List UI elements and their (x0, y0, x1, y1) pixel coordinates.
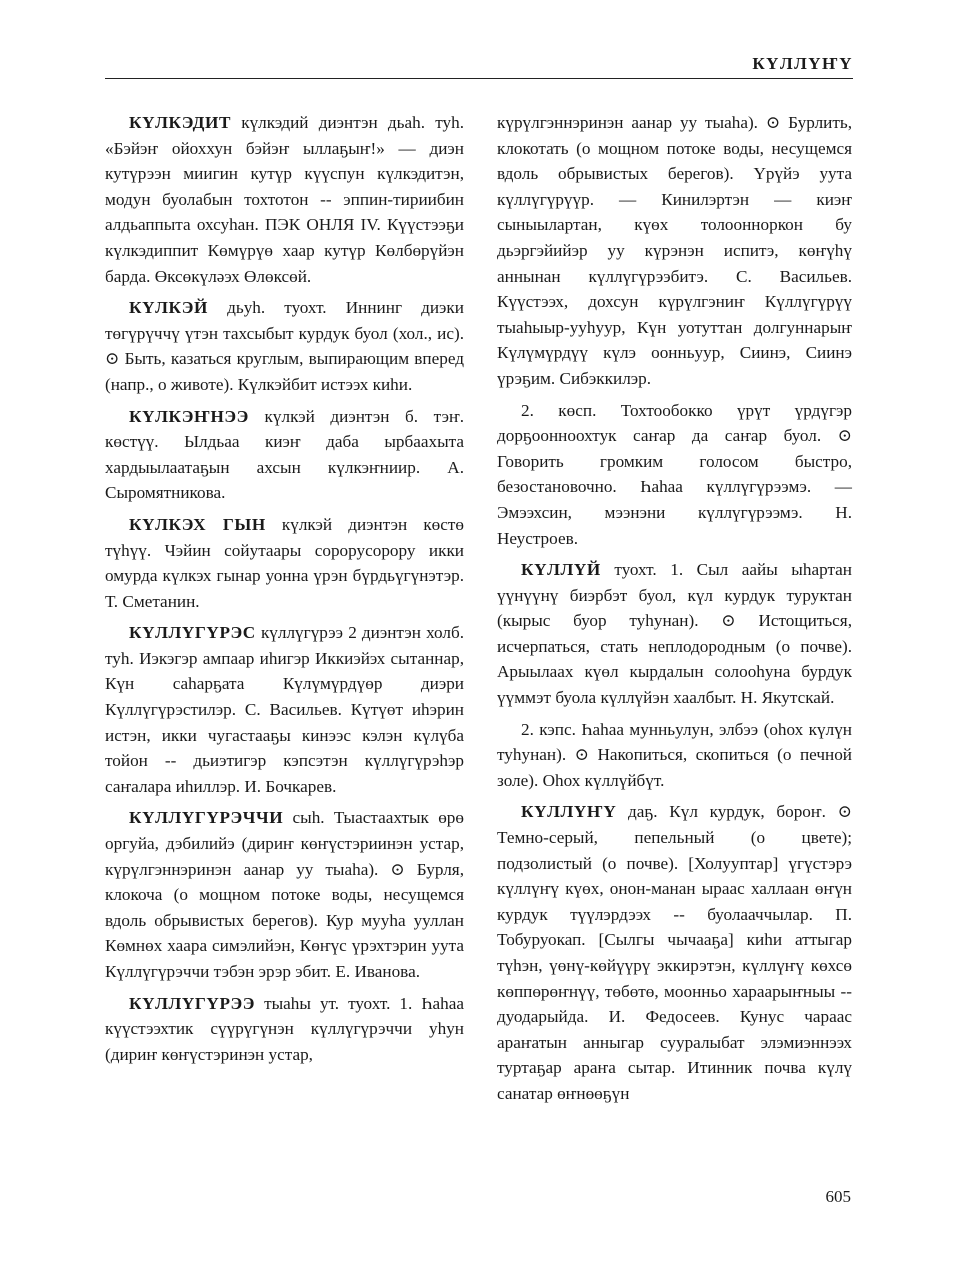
dictionary-entry (105, 620, 464, 799)
entry-text: сыһ. Тыастаахтык өрө оргуйа, дэбилийэ (дириҥ көҥүстэриинэн устар, күрүлгэннэринэн аанар уу тыаһа). ⊙ Бурля, клокоча (о мощном потоке воды, несущемся вдоль обрывистых берегов). Кур мууһа ууллан Көмнөх хаара симэлийэн, Көҥүс үрэхтэрин уута Күллүгүрэччи тэбэн эрэр эбит. Е. Иванова. (105, 808, 464, 981)
dictionary-entry (105, 805, 464, 984)
entry-headword: КҮЛКЭҤНЭЭ (129, 406, 249, 426)
dictionary-entry-continued (497, 110, 852, 392)
running-head (105, 50, 853, 79)
entry-text: күлкэдий диэнтэн дьаһ. туһ. «Бэйэҥ ойоххун бэйэҥ ыллаҕыҥ!» — диэн кутүрээн миигин кутүр күүспун күлкэдитэн, модун буолабын тохтотон -- эппин-тириибин алдьаппыта охсуһан. ПЭК ОНЛЯ IV. Күүстээҕи күлкэдиппит Көмүрүө хаар кутүр Көлбөрүйэн барда. Өксөкүләэх Өлөксөй. (105, 113, 464, 286)
entry-headword: КҮЛКЭДИТ (129, 113, 232, 132)
dictionary-entry (497, 557, 852, 711)
dictionary-entry (105, 110, 464, 289)
entry-headword: КҮЛКЭХ ГЫН (129, 514, 266, 534)
right-column (497, 110, 852, 1113)
entry-headword: КҮЛЛҮГҮРЭС (129, 623, 256, 643)
running-head-title: КҮЛЛҮҤҮ (752, 54, 853, 73)
entry-text: даҕ. Күл курдук, бороҥ. ⊙ Темно-серый, пепельный (о цвете); подзолистый (о почве). [Холууптар] үгүстэрэ күллүҥү күөх, онон-манан ыраас халлаан өҥүн курдук түүлэрдээх -- буолааччылар. П. Тобуруокап. [Сылгы чычааҕа] киһи аттыгар түһэн, үөнү-көйүүрү эккирэтэн, күллүҥү көхсө көппөрөҥнүү, төбөтө, моонньо хараарыҥныы -- дуодарыйда. И. Федосеев. Кунус чараас араҥатын анныгар сууралыбат элэмиэннээх туртаҕар араҥа сытар. Итинник почва күлү санатар өҥнөөҕүн (497, 802, 852, 1103)
dictionary-entry (105, 991, 464, 1068)
dictionary-entry-sense (497, 398, 852, 552)
entry-text: тыаһы ут. туохт. 1. Һаһаа күүстээхтик сүүрүгүнэн күллүгүрэччи уһун (дириҥ көҥүстэринэн устар, (105, 993, 464, 1064)
entry-headword: КҮЛЛҮЙ (521, 560, 601, 580)
entry-text: күллүгүрээ 2 диэнтэн холб. туһ. Иэкэгэр ампаар иһигэр Иккиэйэх сытаннар, Күн саһарҕата Күлүмүрдүөр диэри Күллүгүрэстилэр. С. Васильев. Күтүөт иһэрин истэн, икки чугастааҕы кинээс кэлэн күлүба тойон -- дьиэтигэр кэпсэтэн күллүгүрэһэр саҥалара иһиллэр. И. Бочкарев. (105, 623, 464, 796)
dictionary-entry (105, 295, 464, 397)
entry-text: 2. көсп. Тохтообокко үрүт үрдүгэр дорҕоонноохтук саҥар да саҥар буол. ⊙ Говорить громким голосом быстро, безостановочно. Һаһаа күллүгүрээмэ. — Эмээхсин, мээнэни күллүгүрээмэ. Н. Неустроев. (497, 400, 852, 548)
entry-headword: КҮЛЛҮГҮРЭЧЧИ (129, 808, 284, 828)
dictionary-entry (105, 512, 464, 614)
entry-headword: КҮЛЛҮГҮРЭЭ (129, 993, 256, 1013)
dictionary-entry-sense (497, 717, 852, 794)
entry-text: күрүлгэннэринэн аанар уу тыаһа). ⊙ Бурлить, клокотать (о мощном потоке воды, несущемся вдоль обрывистых берегов). Үрүйэ уута күллүгүрүүр. — Кинилэртэн — киэҥ сыныылартан, күөх толоонноркон бу дьэргэйийэр уу күрэнэн испитэ, көҥүһү аннынан күллүгүрээбитэ. С. Васильев. Күүстээх, дохсун күрүлгэниҥ Күллүгүрүү тыаһыыр-ууһуур, Күн уотуттан долгуннарыҥ Күлүмүрдүү күлэ оонньуур, Сиинэ, Сиинэ үрэҕим. Сибэккилэр. (497, 113, 852, 388)
entry-text: туохт. 1. Сыл аайы ыһартан үүнүүнү биэрбэт буол, күл курдук туруктан (кырыс буор туһунан). ⊙ Истощиться, исчерпаться, стать неплодородным (о почве). Арыылаах күөл кырдалын солооһуна бурдук үүммэт буола күллүйэн хаалбыт. Н. Якутскай. (497, 560, 852, 708)
entry-text: күлкэй диэнтэн көстө түһүү. Чэйин сойутаары сорорусорору икки омурда күлкэх гынар уонна үрэн бүрдьүгүнэтэр. Т. Сметанин. (105, 514, 465, 611)
page-number: 605 (825, 1187, 851, 1206)
entry-headword: КҮЛЛҮҤҮ (521, 802, 617, 822)
left-column (105, 110, 464, 1073)
entry-headword: КҮЛКЭЙ (129, 298, 208, 318)
entry-text: күлкэй диэнтэн б. тэҥ. көстүү. Ылдьаа киэҥ даба ырбаахыта хардыылаатаҕын ахсын күлкэҥниир. А. Сыромятникова. (105, 406, 464, 503)
dictionary-entry (105, 404, 464, 506)
entry-text: дьуһ. туохт. Иннинг диэки төгүрүччү үтэн тахсыбыт курдук буол (хол., ис). ⊙ Быть, казаться круглым, выпирающим вперед (напр., о животе). Күлкэйбит истээх киһи. (105, 298, 464, 394)
dictionary-entry (497, 799, 852, 1106)
entry-text: 2. кэпс. Һаһаа мунньулун, элбээ (оһох күлүн туһунан). ⊙ Накопиться, скопиться (о печной золе). Оһох күллүйбүт. (497, 719, 852, 790)
